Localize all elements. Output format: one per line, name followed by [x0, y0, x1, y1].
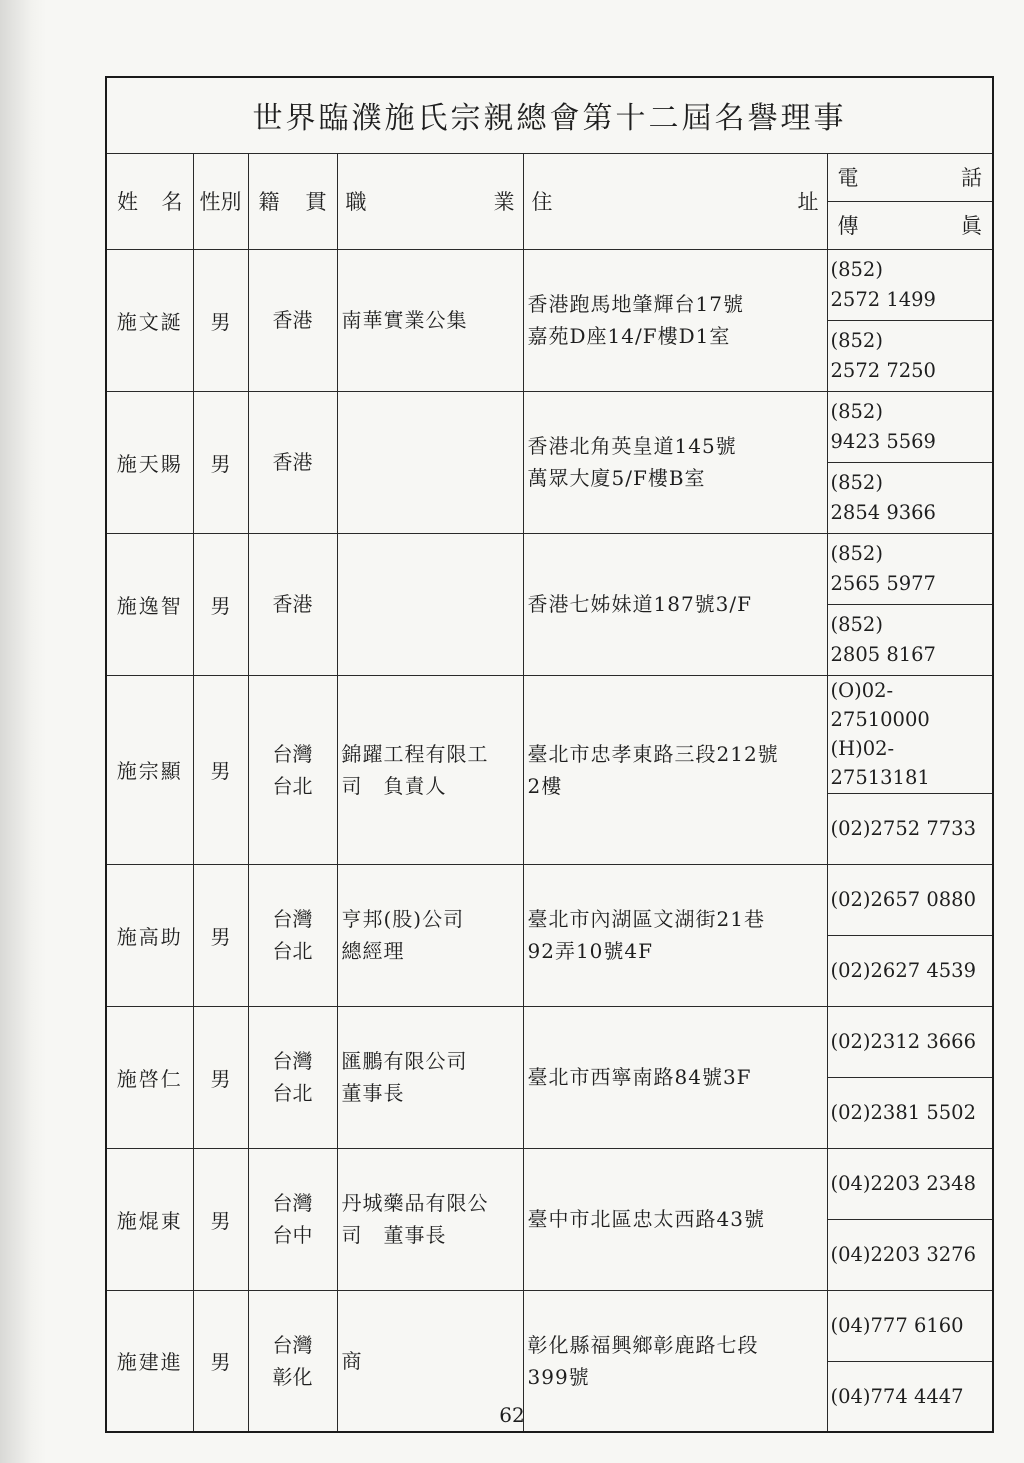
member-origin [248, 1006, 337, 1148]
member-fax: (04)774 4447 [827, 1361, 993, 1432]
member-phone: (02)2312 3666 [827, 1006, 993, 1077]
member-occupation: 商 [337, 1290, 523, 1432]
header-address: 住 址 [523, 153, 827, 249]
member-sex: 男 [193, 864, 248, 1006]
member-phone: (04)2203 2348 [827, 1148, 993, 1219]
page-title: 世界臨濮施氏宗親總會第十二屆名譽理事 [106, 77, 993, 153]
header-fax: 傳 眞 [827, 201, 993, 249]
member-origin [248, 249, 337, 391]
member-sex: 男 [193, 675, 248, 864]
origin-line: 台北 [272, 1081, 313, 1105]
header-origin: 籍 貫 [248, 153, 337, 249]
member-fax: (02)2752 7733 [827, 793, 993, 864]
member-name: 施建進 [106, 1290, 193, 1432]
member-phone: (852) 2565 5977 [827, 533, 993, 604]
member-origin [248, 533, 337, 675]
origin-line: 台灣 [272, 741, 313, 766]
member-name: 施焜東 [106, 1148, 193, 1290]
origin-line: 台北 [272, 939, 313, 963]
table-row [106, 1148, 993, 1219]
honorary-directors-table [105, 76, 994, 1433]
member-fax: (02)2627 4539 [827, 935, 993, 1006]
member-occupation [337, 391, 523, 533]
member-phone: (852) 9423 5569 [827, 391, 993, 462]
member-phone: (O)02-27510000 (H)02-27513181 [827, 675, 993, 793]
page-number: 62 [499, 1403, 525, 1427]
table-row [106, 533, 993, 604]
origin-line: 台中 [272, 1223, 313, 1247]
member-phone: (04)777 6160 [827, 1290, 993, 1361]
binding-shadow [0, 0, 46, 1463]
member-origin [248, 391, 337, 533]
member-sex: 男 [193, 1290, 248, 1432]
member-name: 施天賜 [106, 391, 193, 533]
origin-line: 台灣 [272, 1332, 313, 1357]
member-occupation: 匯鵬有限公司 董事長 [337, 1006, 523, 1148]
origin-line: 台灣 [272, 1049, 313, 1073]
table-row [106, 864, 993, 935]
origin-line: 香港 [272, 592, 313, 616]
member-address: 香港北角英皇道145號 萬眾大廈5/F樓B室 [523, 391, 827, 533]
member-origin [248, 1148, 337, 1290]
table-row [106, 1006, 993, 1077]
member-occupation: 丹城藥品有限公 司 董事長 [337, 1148, 523, 1290]
member-fax: (852) 2572 7250 [827, 320, 993, 391]
member-fax: (852) 2854 9366 [827, 462, 993, 533]
table-row [106, 1290, 993, 1361]
origin-line: 彰化 [272, 1364, 313, 1389]
header-sex: 性別 [193, 153, 248, 249]
member-origin [248, 675, 337, 864]
member-address: 臺北市西寧南路84號3F [523, 1006, 827, 1148]
member-occupation: 亨邦(股)公司 總經理 [337, 864, 523, 1006]
table-row [106, 249, 993, 320]
origin-line: 台灣 [272, 1191, 313, 1215]
member-phone: (02)2657 0880 [827, 864, 993, 935]
member-occupation: 錦躍工程有限工 司 負責人 [337, 675, 523, 864]
header-occupation: 職 業 [337, 153, 523, 249]
member-occupation [337, 533, 523, 675]
member-origin [248, 864, 337, 1006]
member-address: 臺中市北區忠太西路43號 [523, 1148, 827, 1290]
header-name: 姓 名 [106, 153, 193, 249]
origin-line: 香港 [272, 308, 313, 332]
member-address: 香港跑馬地肇輝台17號 嘉苑D座14/F樓D1室 [523, 249, 827, 391]
member-name: 施逸智 [106, 533, 193, 675]
origin-line: 香港 [272, 450, 313, 474]
member-occupation: 南華實業公集 [337, 249, 523, 391]
member-sex: 男 [193, 249, 248, 391]
member-phone: (852) 2572 1499 [827, 249, 993, 320]
table-row [106, 391, 993, 462]
table-row [106, 675, 993, 793]
member-address: 香港七姊妹道187號3/F [523, 533, 827, 675]
origin-line: 台北 [272, 773, 313, 798]
member-name: 施文誕 [106, 249, 193, 391]
member-sex: 男 [193, 533, 248, 675]
header-phone: 電 話 [827, 153, 993, 201]
member-address: 臺北市內湖區文湖街21巷 92弄10號4F [523, 864, 827, 1006]
member-name: 施宗顯 [106, 675, 193, 864]
member-fax: (02)2381 5502 [827, 1077, 993, 1148]
member-sex: 男 [193, 1148, 248, 1290]
member-sex: 男 [193, 391, 248, 533]
member-fax: (04)2203 3276 [827, 1219, 993, 1290]
member-name: 施高助 [106, 864, 193, 1006]
member-sex: 男 [193, 1006, 248, 1148]
origin-line: 台灣 [272, 907, 313, 931]
member-address: 彰化縣福興鄉彰鹿路七段 399號 [523, 1290, 827, 1432]
member-address: 臺北市忠孝東路三段212號 2樓 [523, 675, 827, 864]
member-name: 施啓仁 [106, 1006, 193, 1148]
member-fax: (852) 2805 8167 [827, 604, 993, 675]
